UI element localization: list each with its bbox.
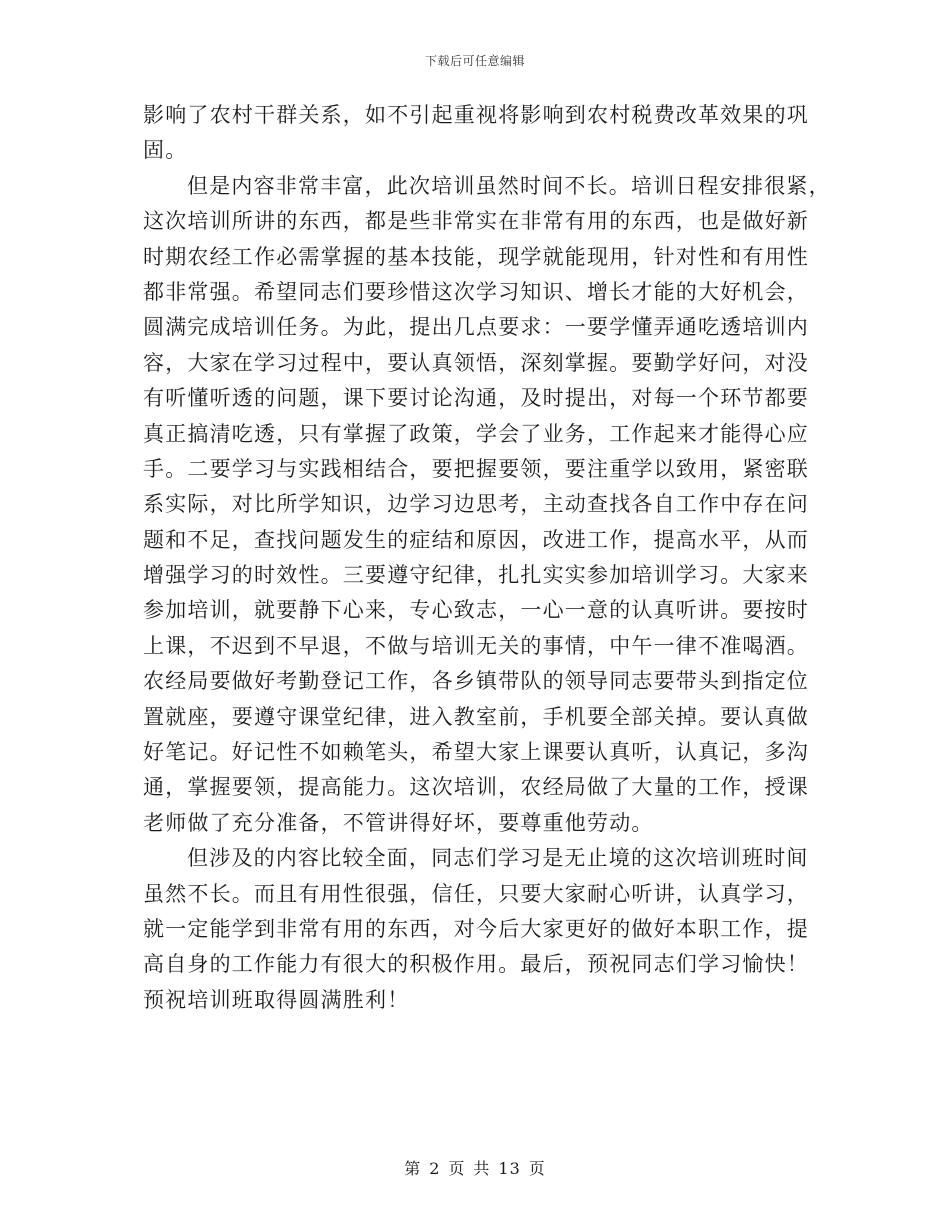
paragraph — [143, 169, 831, 841]
footer-suffix: 页 — [528, 1159, 546, 1178]
text-line: 但是内容非常丰富，此次培训虽然时间不长。培训日程安排很紧， — [187, 173, 831, 198]
text-line: 高自身的工作能力有很大的积极作用。最后，预祝同志们学习愉快！ — [143, 952, 809, 977]
page-header: 下载后可任意编辑 — [424, 54, 525, 68]
text-line: 系实际，对比所学知识，边学习边思考，主动查找各自工作中存在问 — [143, 492, 809, 517]
text-line: 老师做了充分准备，不管讲得好坏，要尊重他劳动。 — [143, 810, 654, 835]
text-line: 就一定能学到非常有用的东西，对今后大家更好的做好本职工作，提 — [143, 916, 809, 941]
text-line: 好笔记。好记性不如赖笔头，希望大家上课要认真听，认真记，多沟 — [143, 740, 809, 765]
text-line: 置就座，要遵守课堂纪律，进入教室前，手机要全部关掉。要认真做 — [143, 704, 809, 729]
text-line: 圆满完成培训任务。为此，提出几点要求：一要学懂弄通吃透培训内 — [143, 315, 809, 340]
text-line: 固。 — [143, 138, 188, 163]
total-pages-number: 13 — [498, 1159, 521, 1178]
text-line: 时期农经工作必需掌握的基本技能，现学就能现用，针对性和有用性 — [143, 244, 809, 269]
text-line: 通，掌握要领，提高能力。这次培训，农经局做了大量的工作，授课 — [143, 775, 809, 800]
current-page-number: 2 — [429, 1159, 441, 1178]
text-line: 预祝培训班取得圆满胜利！ — [143, 987, 410, 1012]
text-line: 但涉及的内容比较全面，同志们学习是无止境的这次培训班时间 — [187, 846, 809, 871]
paragraph — [143, 841, 811, 1018]
footer-page-word: 页 — [448, 1159, 466, 1178]
text-line: 容，大家在学习过程中，要认真领悟，深刻掌握。要勤学好问，对没 — [143, 350, 809, 375]
text-line: 真正搞清吃透，只有掌握了政策，学会了业务，工作起来才能得心应 — [143, 421, 809, 446]
paragraph — [143, 98, 811, 169]
text-line: 手。二要学习与实践相结合，要把握要领，要注重学以致用，紧密联 — [143, 456, 809, 481]
text-line: 增强学习的时效性。三要遵守纪律，扎扎实实参加培训学习。大家来 — [143, 563, 809, 588]
page-footer — [0, 1156, 950, 1179]
document-body — [143, 98, 831, 1018]
text-line: 这次培训所讲的东西，都是些非常实在非常有用的东西，也是做好新 — [143, 209, 809, 234]
text-line: 有听懂听透的问题，课下要讨论沟通，及时提出，对每一个环节都要 — [143, 386, 809, 411]
footer-total-word: 共 — [473, 1159, 491, 1178]
text-line: 农经局要做好考勤登记工作，各乡镇带队的领导同志要带头到指定位 — [143, 669, 809, 694]
text-line: 影响了农村干群关系，如不引起重视将影响到农村税费改革效果的巩 — [143, 103, 809, 127]
text-line: 参加培训，就要静下心来，专心致志，一心一意的认真听讲。要按时 — [143, 598, 809, 623]
footer-prefix: 第 — [404, 1159, 422, 1178]
text-line: 虽然不长。而且有用性很强，信任，只要大家耐心听讲，认真学习， — [143, 881, 809, 906]
text-line: 题和不足，查找问题发生的症结和原因，改进工作，提高水平，从而 — [143, 527, 809, 552]
text-line: 上课，不迟到不早退，不做与培训无关的事情，中午一律不准喝酒。 — [143, 633, 809, 658]
text-line: 都非常强。希望同志们要珍惜这次学习知识、增长才能的大好机会， — [143, 279, 809, 304]
